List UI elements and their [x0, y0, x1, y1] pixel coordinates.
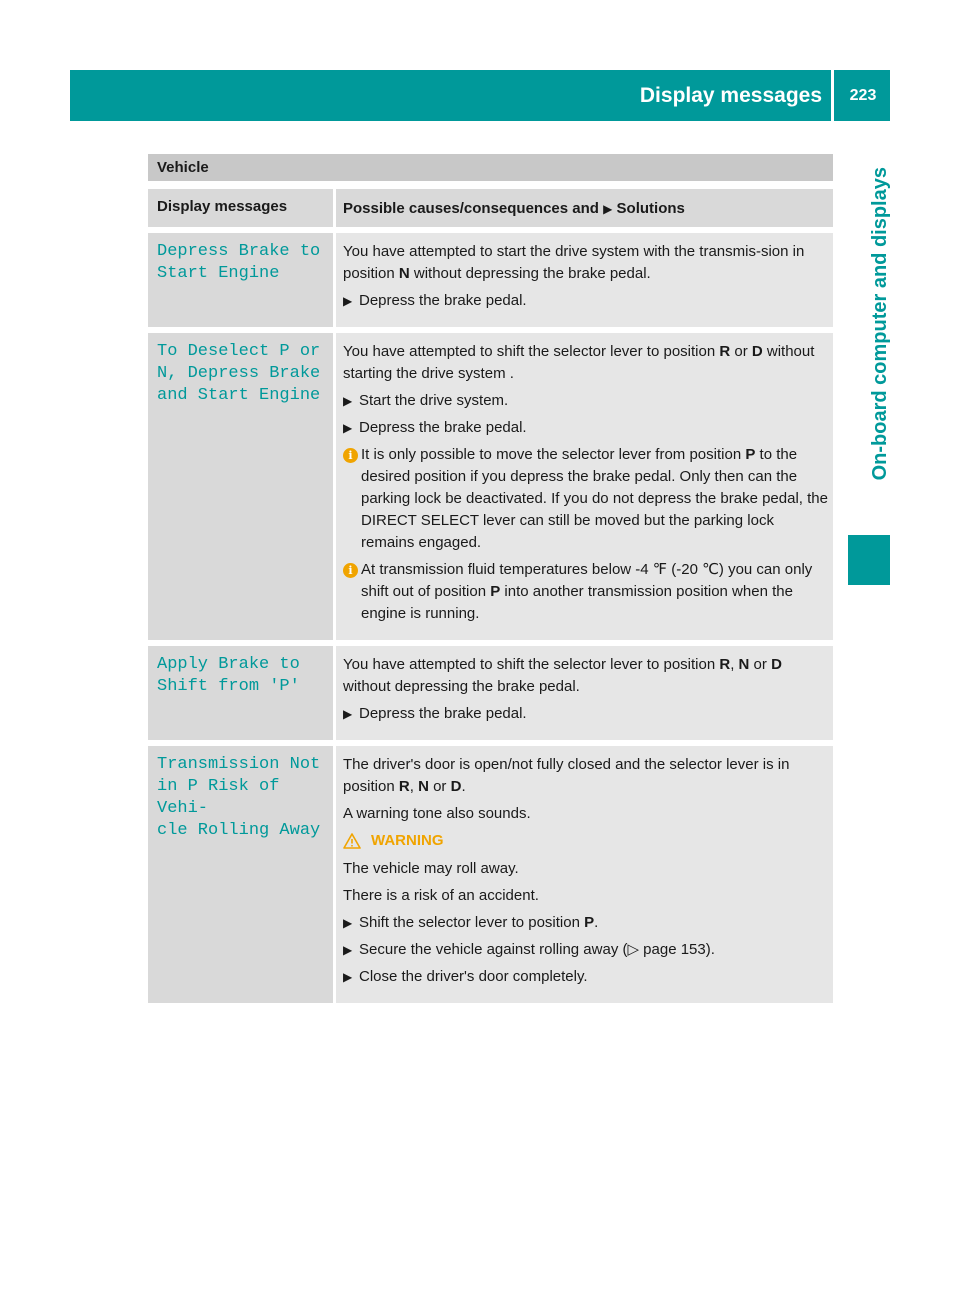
- triangle-right-icon: ▶: [343, 394, 353, 408]
- info-note: i At transmission fluid temperatures below -4 ℉ (-20 ℃) you can only shift out of position P into another transmission position when the engine is running.: [343, 559, 829, 625]
- info-icon: i: [343, 448, 358, 463]
- triangle-right-icon: ▶: [343, 916, 353, 930]
- solution-step: ▶ Start the drive system.: [343, 390, 829, 412]
- warning-triangle-icon: [343, 833, 361, 849]
- solution-step: ▶ Depress the brake pedal.: [343, 417, 829, 439]
- info-icon: i: [343, 563, 358, 578]
- column-header-display: Display messages: [148, 189, 333, 227]
- table-row: [148, 746, 833, 1003]
- solution-step: ▶ Depress the brake pedal.: [343, 290, 829, 312]
- table-row: [148, 333, 833, 640]
- cause-text: You have attempted to shift the selector lever to position R or D without starting the drive system .: [343, 343, 815, 382]
- triangle-right-icon: ▶: [343, 294, 353, 308]
- table-row: [148, 233, 833, 327]
- solution-step: ▶ Close the driver's door completely.: [343, 966, 829, 988]
- side-tab-marker: [848, 535, 890, 585]
- display-message: Depress Brake to Start Engine: [157, 242, 321, 283]
- page-number: 223: [849, 87, 877, 104]
- side-tab-label: On-board computer and displays: [869, 167, 891, 481]
- triangle-right-icon: ▶: [343, 421, 353, 435]
- column-header-causes: Possible causes/consequences and ▶ Solutions: [336, 189, 833, 227]
- page-section-title: Display messages: [639, 84, 822, 107]
- triangle-right-icon: ▶: [343, 970, 353, 984]
- solution-step: ▶ Depress the brake pedal.: [343, 703, 829, 725]
- display-message: To Deselect P or N, Depress Brake and Start Engine: [157, 342, 321, 405]
- display-message: Transmission Not in P Risk of Vehi‐ cle Rolling Away: [157, 755, 321, 840]
- vehicle-messages-table: [148, 154, 833, 1009]
- warning-label: WARNING: [371, 832, 444, 849]
- info-note: i It is only possible to move the selector lever from position P to the desired position if you depress the brake pedal. Only then can the parking lock be deactivated. If you do not depress the brake pedal, the DIRECT SELECT lever can still be moved but the parking lock remains engaged.: [343, 444, 829, 554]
- table-row: [148, 646, 833, 740]
- table-title: Vehicle: [148, 154, 833, 181]
- triangle-right-icon: ▶: [343, 943, 353, 957]
- cause-text: You have attempted to start the drive system with the transmis-sion in position N without depressing the brake pedal.: [343, 243, 805, 282]
- cause-text: The driver's door is open/not fully closed and the selector lever is in position R, N or D.: [343, 756, 790, 795]
- warning-heading: [343, 830, 829, 852]
- warning-text: There is a risk of an accident.: [343, 887, 539, 904]
- solution-step: ▶ Shift the selector lever to position P.: [343, 912, 829, 934]
- page-reference: Secure the vehicle against rolling away (▷ page 153).: [359, 941, 715, 958]
- cause-text: You have attempted to shift the selector lever to position R, N or D without depressing the brake pedal.: [343, 656, 782, 695]
- cause-text: A warning tone also sounds.: [343, 805, 531, 822]
- triangle-right-icon: ▶: [603, 202, 613, 216]
- solution-step: [343, 939, 829, 961]
- warning-text: The vehicle may roll away.: [343, 860, 519, 877]
- display-message: Apply Brake to Shift from 'P': [157, 655, 300, 696]
- triangle-right-icon: ▶: [343, 707, 353, 721]
- table-header-row: [148, 189, 833, 227]
- header-divider: [831, 70, 834, 121]
